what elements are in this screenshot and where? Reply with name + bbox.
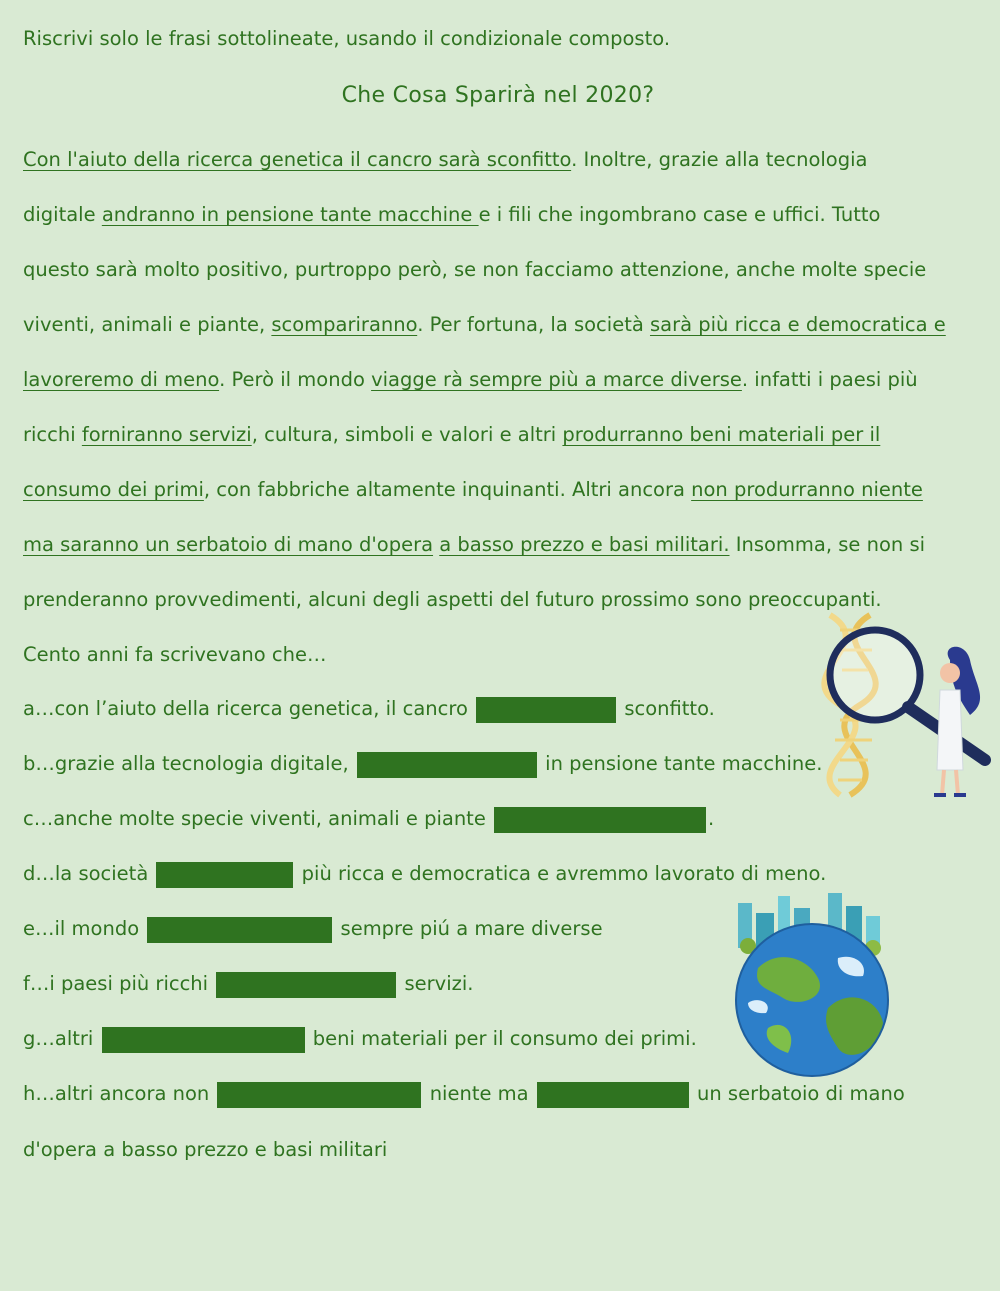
passage-line (23, 146, 867, 174)
passage-text: , con fabbriche altamente inquinanti. Altri ancora (203, 478, 692, 501)
passage-text: . Però il mondo (219, 368, 372, 391)
underlined-phrase: sarà più ricca e democratica e (649, 313, 946, 336)
answer-blank-g[interactable] (102, 1027, 305, 1053)
passage-line (23, 421, 880, 449)
answer-blank-f[interactable] (216, 972, 396, 998)
answer-blank-b[interactable] (357, 752, 537, 778)
exercise-item-c (23, 805, 714, 833)
exercise-item-b (23, 750, 822, 778)
exercise-text: sconfitto. (624, 697, 715, 720)
answer-blank-c[interactable] (494, 807, 706, 833)
passage-line (23, 201, 880, 229)
passage-text: ricchi (23, 423, 82, 446)
exercise-text: più ricca e democratica e avremmo lavorato di meno. (301, 862, 827, 885)
passage-text: e i fili che ingombrano case e uffici. Tutto (478, 203, 881, 226)
passage-text: digitale (23, 203, 102, 226)
passage-line (23, 531, 925, 559)
exercise-item-f (23, 970, 473, 998)
passage-line: prenderanno provvedimenti, alcuni degli aspetti del futuro prossimo sono preoccupanti. (23, 588, 882, 611)
scientist-illustration (800, 605, 996, 803)
answer-blank-h2[interactable] (537, 1082, 689, 1108)
exercise-item-h (23, 1080, 905, 1108)
exercise-item-e (23, 915, 603, 943)
exercise-text: g…altri (23, 1027, 94, 1050)
exercise-item-g (23, 1025, 697, 1053)
passage-text: . Per fortuna, la società (417, 313, 650, 336)
page-title: Che Cosa Sparirà nel 2020? (341, 83, 655, 108)
answer-blank-h1[interactable] (217, 1082, 421, 1108)
underlined-phrase: scompariranno (271, 313, 418, 336)
passage-line: questo sarà molto positivo, purtroppo però, se non facciamo attenzione, anche molte specie (23, 258, 927, 281)
exercise-text: un serbatoio di mano (697, 1082, 905, 1105)
answer-blank-d[interactable] (156, 862, 293, 888)
underlined-phrase: consumo dei primi (23, 478, 204, 501)
passage-line (23, 311, 946, 339)
exercise-text: . (708, 807, 715, 830)
underlined-phrase: ma saranno un serbatoio di mano d'opera (23, 533, 434, 556)
underlined-phrase: andranno in pensione tante macchine (101, 203, 479, 226)
instruction: Riscrivi solo le frasi sottolineate, usando il condizionale composto. (23, 27, 671, 50)
exercise-text: b…grazie alla tecnologia digitale, (23, 752, 349, 775)
exercise-item-a (23, 695, 715, 723)
exercise-text: e…il mondo (23, 917, 140, 940)
exercise-text: servizi. (404, 972, 474, 995)
exercise-text: a…con l’aiuto della ricerca genetica, il cancro (23, 697, 468, 720)
exercise-item-d (23, 860, 826, 888)
underlined-phrase: a basso prezzo e basi militari. (439, 533, 730, 556)
exercise-text: beni materiali per il consumo dei primi. (312, 1027, 697, 1050)
underlined-phrase: viagge rà sempre più a marce diverse (371, 368, 742, 391)
exercise-intro: Cento anni fa scrivevano che… (23, 643, 327, 666)
answer-blank-a[interactable] (476, 697, 616, 723)
passage-line (23, 476, 923, 504)
exercise-text: sempre piú a mare diverse (340, 917, 603, 940)
passage-line (23, 366, 918, 394)
exercise-item-h-continued: d'opera a basso prezzo e basi militari (23, 1138, 388, 1161)
globe-illustration (728, 888, 896, 1078)
exercise-text: f…i paesi più ricchi (23, 972, 209, 995)
underlined-phrase: Con l'aiuto della ricerca genetica il cancro sarà sconfitto (23, 148, 572, 171)
passage-text: . Inoltre, grazie alla tecnologia (571, 148, 868, 171)
underlined-phrase: produrranno beni materiali per il (562, 423, 881, 446)
exercise-text: h…altri ancora non (23, 1082, 210, 1105)
answer-blank-e[interactable] (147, 917, 332, 943)
dna-magnifier-icon (800, 605, 996, 803)
passage-text: , cultura, simboli e valori e altri (251, 423, 563, 446)
passage-text: viventi, animali e piante, (23, 313, 272, 336)
exercise-text: in pensione tante macchine. (545, 752, 823, 775)
exercise-text: d…la società (23, 862, 149, 885)
underlined-phrase: lavoreremo di meno (23, 368, 220, 391)
underlined-phrase: forniranno servizi (81, 423, 252, 446)
exercise-text: c…anche molte specie viventi, animali e piante (23, 807, 486, 830)
earth-city-icon (728, 888, 896, 1078)
passage-text: Insomma, se non si (729, 533, 926, 556)
exercise-text: niente ma (429, 1082, 529, 1105)
passage-text: . infatti i paesi più (741, 368, 918, 391)
underlined-phrase: non produrranno niente (691, 478, 923, 501)
